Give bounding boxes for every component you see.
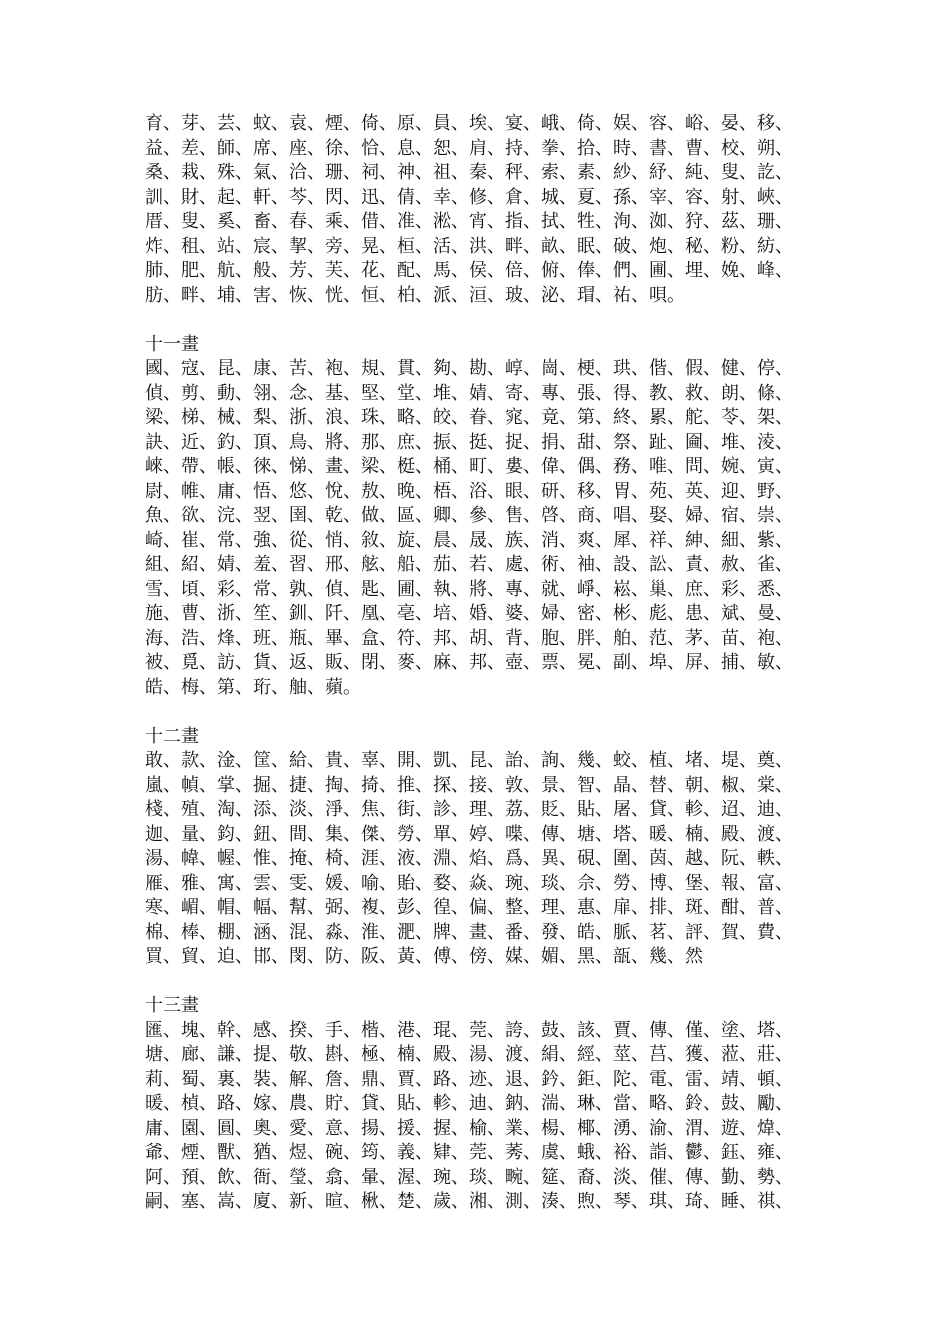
text-line: 湯、幃、幄、惟、掩、椅、涯、液、淵、焰、爲、異、硯、圍、茵、越、阮、軼、 [145,848,793,869]
text-line: 爺、煙、獸、猶、煜、碗、筠、義、肄、莞、莠、虞、蛾、裕、詣、鬱、鈺、雍、 [145,1142,793,1163]
text-line: 雁、雅、寓、雲、雯、媛、喻、貽、婺、焱、琬、琰、佘、勞、博、堡、報、富、 [145,872,793,894]
text-line: 厝、叟、奚、畜、春、乘、借、准、淞、宵、指、拭、牲、洵、洳、狩、茲、珊、 [145,211,793,232]
text-line: 育、芽、芸、蚊、袁、煙、倚、原、員、埃、宴、峨、倚、娱、容、峪、晏、移、 [145,113,793,134]
text-line: 炸、租、站、宸、挈、旁、晃、桓、活、洪、畔、畝、眠、破、炮、秘、粉、紡、 [145,235,793,257]
document-page [145,112,815,1215]
text-line: 尉、帷、庸、悟、悠、悅、敖、晚、梧、浴、眼、研、移、胃、苑、英、迎、野、 [145,480,793,502]
text-line: 梁、梯、械、梨、浙、浪、珠、略、皎、眷、窕、竟、第、終、累、舵、苓、架、 [145,407,793,428]
text-line: 魚、欲、浣、翌、圉、乾、做、區、卿、參、售、啓、商、唱、娶、婦、宿、崇、 [145,505,793,526]
text-line: 嵐、幀、掌、掘、捷、掏、掎、推、探、接、敦、景、智、晶、替、朝、椒、棠、 [145,774,793,796]
section-heading: 十二畫 [145,725,199,747]
text-block-11-stroke [145,333,815,701]
text-line: 國、寇、昆、康、苦、袍、規、貫、夠、勘、崞、崗、梗、珙、偕、假、健、停、 [145,358,793,379]
text-line: 崎、崔、常、強、從、悄、敘、旋、晨、晟、族、消、爽、犀、祥、紳、細、紫、 [145,529,793,551]
text-line: 庸、園、圓、奧、愛、意、揚、援、握、榆、業、楊、椰、湧、渝、渭、遊、煒、 [145,1117,793,1139]
text-line: 肺、肥、航、般、芳、芙、花、配、馬、侯、倍、俯、俸、們、圃、埋、娩、峰、 [145,260,793,281]
text-line: 被、覓、訪、貨、返、販、閉、麥、麻、邦、壺、票、冕、副、埠、屏、捕、敏、 [145,652,793,673]
text-line: 雪、頃、彩、常、孰、偵、匙、圃、執、將、專、就、崢、崧、巢、庶、彩、悉、 [145,578,793,600]
text-line: 皓、梅、第、珩、舳、蘋。 [145,676,361,698]
text-line: 組、紹、婧、羞、習、邢、舷、船、茄、若、處、術、袖、設、訟、責、赦、雀、 [145,554,793,575]
text-block-13-stroke [145,994,815,1215]
section-gap [145,970,815,995]
section-heading: 十三畫 [145,995,199,1016]
text-line: 訣、近、釣、頂、鳥、將、那、庶、振、挺、捉、捐、甜、祭、趾、圇、堆、淩、 [145,431,793,453]
text-line: 敢、款、淦、筐、給、貴、辜、開、凱、昆、詒、詢、幾、蛟、植、堵、堤、奠、 [145,750,793,771]
text-line: 嗣、塞、嵩、廈、新、暄、楸、楚、歲、湘、測、湊、煦、琴、琪、琦、睡、祺、 [145,1191,793,1212]
text-line: 寒、嵋、帽、幅、幫、弼、複、彭、徨、偏、整、理、惠、扉、排、斑、酣、普、 [145,897,793,918]
text-block-12-stroke [145,725,815,970]
text-line: 益、差、師、席、座、徐、恰、息、恕、肩、持、拳、拾、時、書、曹、校、朔、 [145,137,793,159]
text-line: 迦、量、鈞、鈕、間、集、傑、勞、單、婷、喋、傳、塘、塔、暖、楠、殿、渡、 [145,823,793,845]
section-gap [145,308,815,333]
text-line: 棧、殖、淘、添、淡、淨、焦、街、診、理、荔、貶、貼、屠、貸、軫、迢、迪、 [145,799,793,820]
text-block-10-stroke-continued [145,112,815,308]
text-line: 棉、棒、棚、涵、混、淼、淮、淝、牌、畫、番、發、皓、脈、茗、評、賀、費、 [145,921,793,943]
text-line: 匯、塊、幹、感、揆、手、楷、港、琨、莞、誇、鼓、該、賈、傳、僅、塗、塔、 [145,1019,793,1041]
text-line: 偵、剪、動、翎、念、基、堅、堂、堆、婧、寄、專、張、得、教、救、朗、條、 [145,382,793,404]
text-line: 施、曹、浙、笙、釧、阡、凰、亳、培、婚、婆、婦、密、彬、彪、患、斌、曼、 [145,603,793,624]
text-line: 崍、帶、帳、徠、悌、畫、梁、梃、桶、町、婁、偉、偶、務、唯、問、婉、寅、 [145,456,793,477]
text-line: 桑、栽、殊、氣、洽、珊、祠、神、祖、秦、秤、索、素、紗、紓、純、叟、訖、 [145,162,793,183]
text-line: 訓、財、起、軒、芩、閃、迅、倩、幸、修、倉、城、夏、孫、宰、容、射、峽、 [145,186,793,208]
text-line: 海、浩、烽、班、瓶、畢、盒、符、邦、胡、背、胞、胖、舶、范、茅、苗、袍、 [145,627,793,649]
text-line: 肪、畔、埔、害、恢、恍、恒、柏、派、洹、玻、泌、瑁、祐、唄。 [145,284,685,306]
text-line: 暖、楨、路、嫁、農、貯、貸、貼、軫、迪、鈉、湍、琳、當、略、鈴、鼓、勵、 [145,1093,793,1114]
text-line: 莉、蜀、裏、裝、解、詹、鼎、賈、路、迹、退、鈐、鉅、陀、電、雷、靖、頓、 [145,1068,793,1090]
text-line: 阿、預、飲、衙、瑩、翕、暈、渥、琬、琰、畹、筵、裔、淡、催、傳、勤、勢、 [145,1166,793,1188]
text-line: 塘、廊、謙、提、敬、斟、極、楠、殿、湯、渡、絹、經、莖、莒、獲、蒞、莊、 [145,1044,793,1065]
section-heading: 十一畫 [145,333,199,355]
text-line: 買、貿、迫、邯、閔、防、阪、黃、傅、傍、媒、媚、黑、瓿、幾、然 [145,946,703,967]
section-gap [145,700,815,725]
